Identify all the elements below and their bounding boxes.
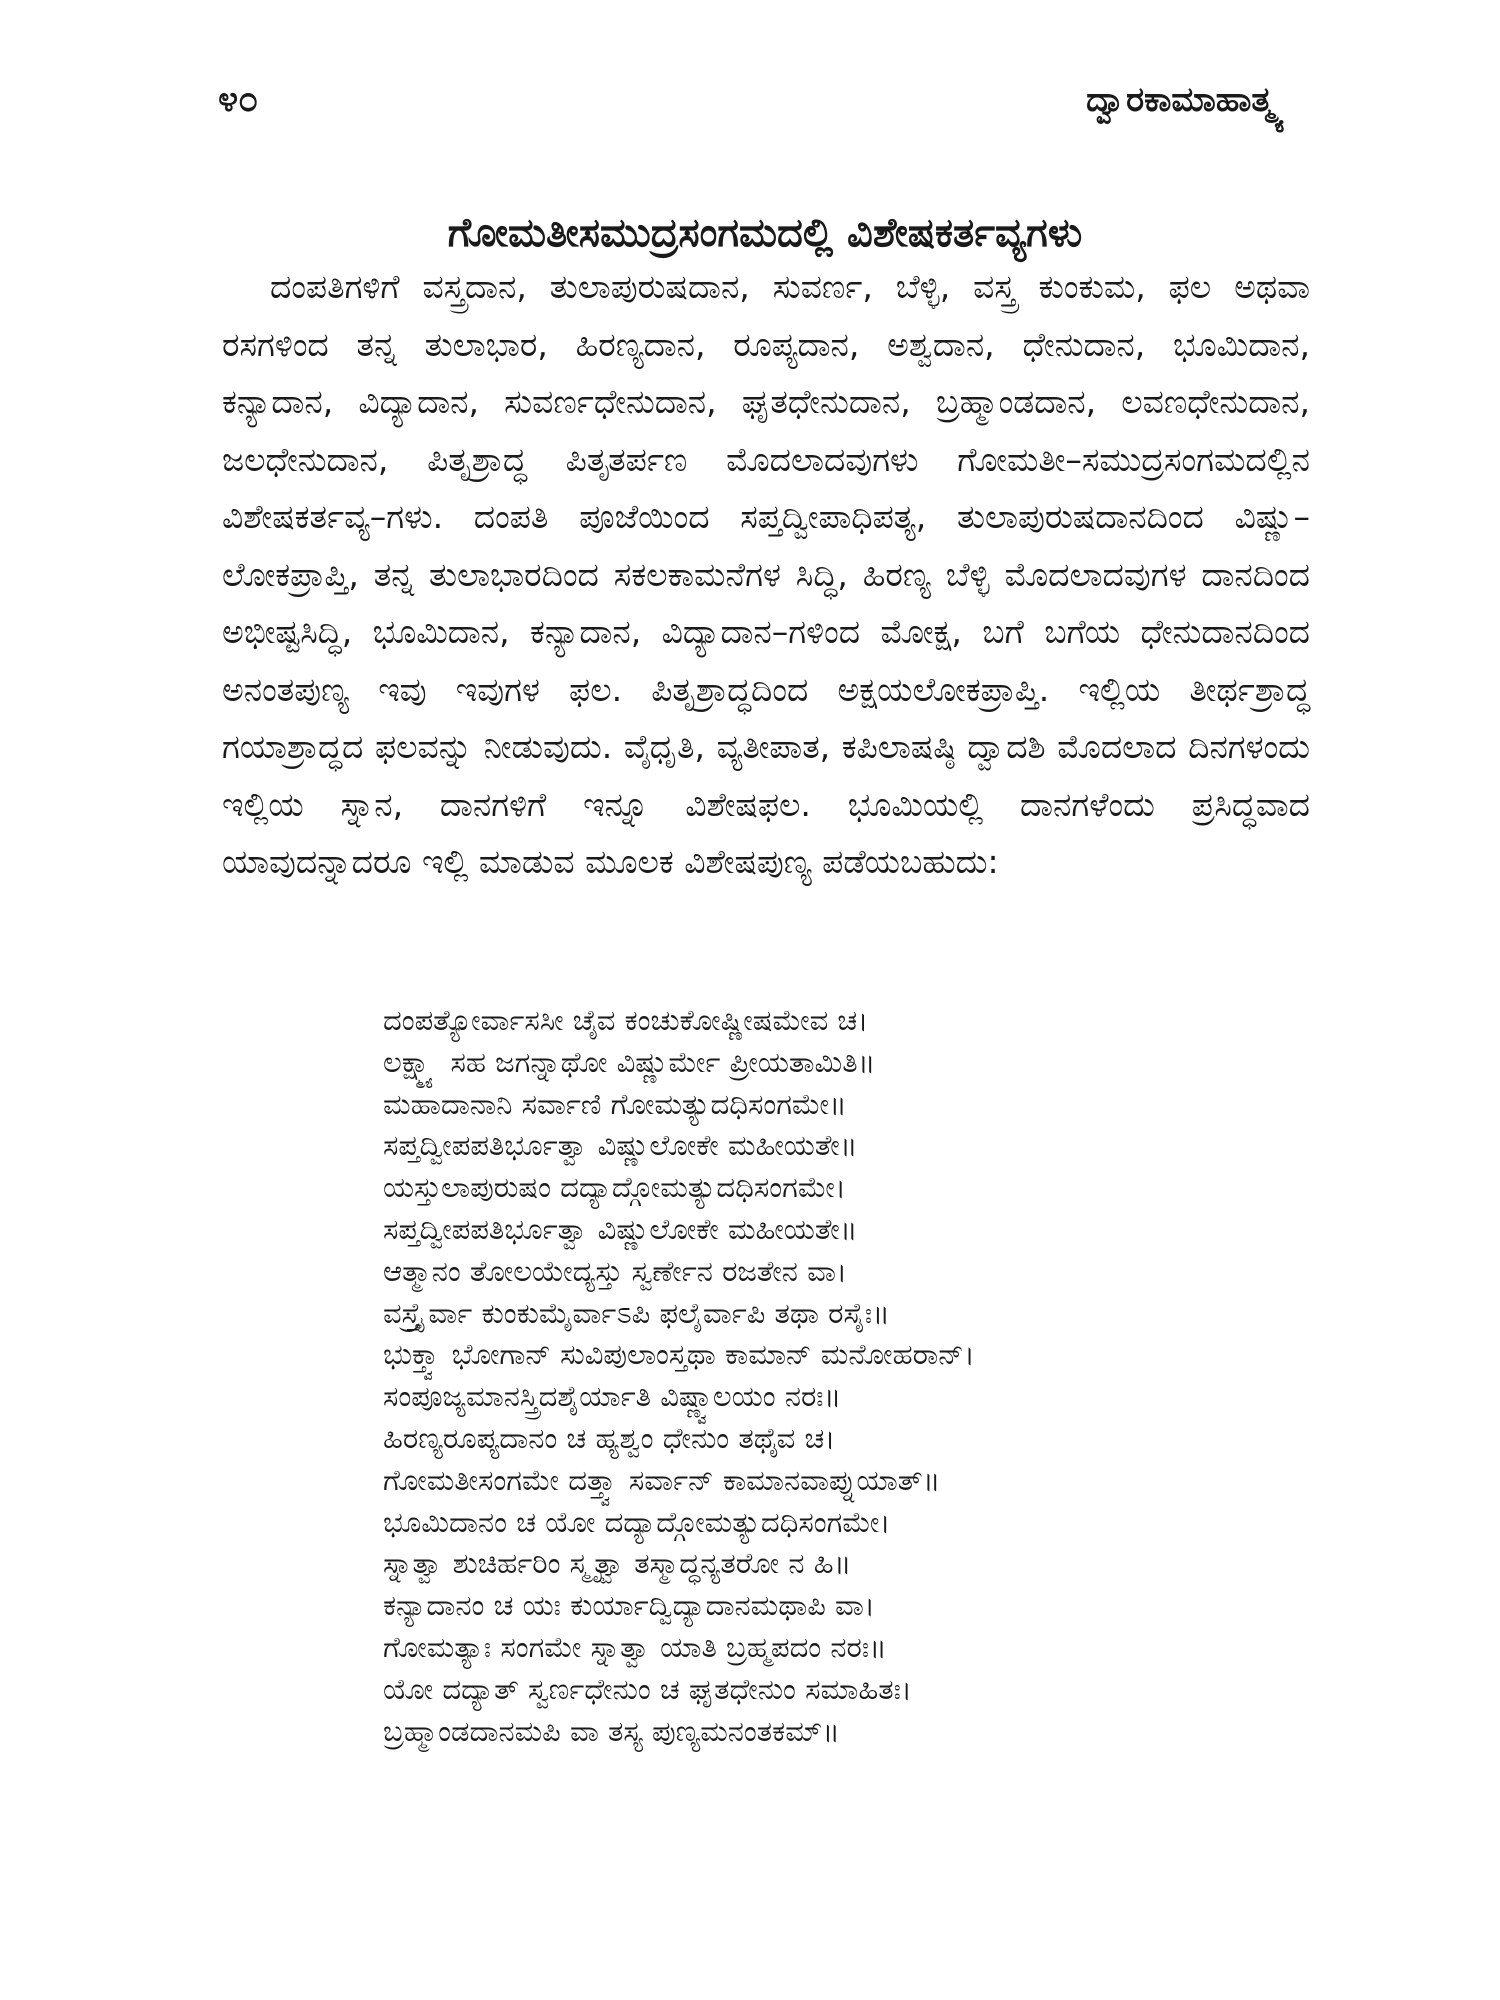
body-paragraph: ದಂಪತಿಗಳಿಗೆ ವಸ್ತ್ರದಾನ, ತುಲಾಪುರುಷದಾನ, ಸುವರ್ಣ, ಬೆಳ್ಳಿ, ವಸ್ತ್ರ ಕುಂಕುಮ, ಫಲ ಅಥವಾ ರಸಗಳಿಂದ ತನ್ನ ತುಲಾಭಾರ, ಹಿರಣ್ಯದಾನ, ರೂಪ್ಯದಾನ, ಅಶ್ವದಾನ, ಧೇನುದಾನ, ಭೂಮಿದಾನ, ಕನ್ಯಾದಾನ, ವಿದ್ಯಾದಾನ, ಸುವರ್ಣಧೇನುದಾನ, ಘೃತಧೇನುದಾನ, ಬ್ರಹ್ಮಾಂಡದಾನ, ಲವಣಧೇನುದಾನ, ಜಲಧೇನುದಾನ, ಪಿತೃಶ್ರಾದ್ಧ ಪಿತೃತರ್ಪಣ ಮೊದಲಾದವುಗಳು ಗೋಮತೀ–ಸಮುದ್ರಸಂಗಮದಲ್ಲಿನ ವಿಶೇಷಕರ್ತವ್ಯ–ಗಳು. ದಂಪತಿ ಪೂಜೆಯಿಂದ ಸಪ್ತದ್ವೀಪಾಧಿಪತ್ಯ, ತುಲಾಪುರುಷದಾನದಿಂದ ವಿಷ್ಣು–ಲೋಕಪ್ರಾಪ್ತಿ, ತನ್ನ ತುಲಾಭಾರದಿಂದ ಸಕಲಕಾಮನೆಗಳ ಸಿದ್ಧಿ, ಹಿರಣ್ಯ ಬೆಳ್ಳಿ ಮೊದಲಾದವುಗಳ ದಾನದಿಂದ ಅಭೀಷ್ಟಸಿದ್ಧಿ, ಭೂಮಿದಾನ, ಕನ್ಯಾದಾನ, ವಿದ್ಯಾದಾನ–ಗಳಿಂದ ಮೋಕ್ಷ, ಬಗೆ ಬಗೆಯ ಧೇನುದಾನದಿಂದ ಅನಂತಪುಣ್ಯ ಇವು ಇವುಗಳ ಫಲ. ಪಿತೃಶ್ರಾದ್ಧದಿಂದ ಅಕ್ಷಯಲೋಕಪ್ರಾಪ್ತಿ. ಇಲ್ಲಿಯ ತೀರ್ಥಶ್ರಾದ್ಧ ಗಯಾಶ್ರಾದ್ಧದ ಫಲವನ್ನು ನೀಡುವುದು. ವೈಧೃತಿ, ವ್ಯತೀಪಾತ, ಕಪಿಲಾಷಷ್ಠಿ ದ್ವಾದಶಿ ಮೊದಲಾದ ದಿನಗಳಂದು ಇಲ್ಲಿಯ ಸ್ನಾನ, ದಾನಗಳಿಗೆ ಇನ್ನೂ ವಿಶೇಷಫಲ. ಭೂಮಿಯಲ್ಲಿ ದಾನಗಳೆಂದು ಪ್ರಸಿದ್ಧವಾದ ಯಾವುದನ್ನಾದರೂ ಇಲ್ಲಿ ಮಾಡುವ ಮೂಲಕ ವಿಶೇಷಪುಣ್ಯ ಪಡೆಯಬಹುದು: <box>222 267 1310 881</box>
verse-line: ಬ್ರಹ್ಮಾಂಡದಾನಮಪಿ ವಾ ತಸ್ಯ ಪುಣ್ಯಮನಂತಕಮ್॥ <box>383 1713 840 1748</box>
verse-line: ಭೂಮಿದಾನಂ ಚ ಯೋ ದದ್ಯಾದ್ಗೋಮತ್ಯುದಧಿಸಂಗಮೇ। <box>383 1504 891 1539</box>
verse-line: ಸ್ನಾತ್ವಾ ಶುಚಿರ್ಹರಿಂ ಸ್ಮೃತ್ವಾ ತಸ್ಮಾದ್ಧನ್ಯತರೋ ನ ಹಿ॥ <box>383 1546 852 1581</box>
verse-line: ಗೋಮತೀಸಂಗಮೇ ದತ್ತ್ವಾ ಸರ್ವಾನ್ ಕಾಮಾನವಾಪ್ನುಯಾತ್॥ <box>383 1462 941 1497</box>
verse-line: ಲಕ್ಷ್ಮ್ಯಾ ಸಹ ಜಗನ್ನಾಥೋ ವಿಷ್ಣುರ್ಮೇ ಪ್ರೀಯತಾಮಿತಿ॥ <box>383 1044 876 1079</box>
running-title: ದ್ವಾರಕಾಮಾಹಾತ್ಮ್ಯ <box>1086 80 1280 120</box>
section-heading: ಗೋಮತೀಸಮುದ್ರಸಂಗಮದಲ್ಲಿ ವಿಶೇಷಕರ್ತವ್ಯಗಳು <box>447 209 1083 256</box>
verse-line: ಸಂಪೂಜ್ಯಮಾನಸ್ತ್ರಿದಶೈರ್ಯಾತಿ ವಿಷ್ಣ್ವಾಲಯಂ ನರಃ॥ <box>383 1379 842 1414</box>
verse-line: ದಂಪತ್ಯೋರ್ವಾಸಸೀ ಚೈವ ಕಂಚುಕೋಷ್ಣೀಷಮೇವ ಚ। <box>383 1003 869 1037</box>
verse-line: ಮಹಾದಾನಾನಿ ಸರ್ವಾಣಿ ಗೋಮತ್ಯುದಧಿಸಂಗಮೇ॥ <box>383 1086 847 1121</box>
verse-line: ಕನ್ಯಾದಾನಂ ಚ ಯಃ ಕುರ್ಯಾದ್ವಿದ್ಯಾದಾನಮಥಾಪಿ ವಾ। <box>383 1588 875 1623</box>
page-number: ೪೦ <box>218 79 259 120</box>
verse-line: ಸಪ್ತದ್ವೀಪಪತಿರ್ಭೂತ್ವಾ ವಿಷ್ಣುಲೋಕೇ ಮಹೀಯತೇ॥ <box>383 1128 858 1163</box>
verse-line: ವಸ್ತ್ರೈರ್ವಾ ಕುಂಕುಮೈರ್ವಾಽಪಿ ಫಲೈರ್ವಾಪಿ ತಥಾ ರಸೈಃ॥ <box>383 1295 890 1330</box>
verse-line: ಭುಕ್ತ್ವಾ ಭೋಗಾನ್ ಸುವಿಪುಲಾಂಸ್ತಥಾ ಕಾಮಾನ್ ಮನೋಹರಾನ್। <box>383 1337 975 1372</box>
verse-line: ಯಸ್ತುಲಾಪುರುಷಂ ದದ್ಯಾದ್ಗೋಮತ್ಯುದಧಿಸಂಗಮೇ। <box>383 1170 846 1205</box>
verse-line: ಹಿರಣ್ಯರೂಪ್ಯದಾನಂ ಚ ಹ್ಯಶ್ವಂ ಧೇನುಂ ತಥೈವ ಚ। <box>383 1420 836 1455</box>
verse-line: ಸಪ್ತದ್ವೀಪಪತಿರ್ಭೂತ್ವಾ ವಿಷ್ಣುಲೋಕೇ ಮಹೀಯತೇ॥ <box>383 1211 858 1246</box>
verse-line: ಆತ್ಮಾನಂ ತೋಲಯೇದ್ಯಸ್ತು ಸ್ವರ್ಣೇನ ರಜತೇನ ವಾ। <box>383 1253 848 1288</box>
verse-line: ಗೋಮತ್ಯಾಃ ಸಂಗಮೇ ಸ್ನಾತ್ವಾ ಯಾತಿ ಬ್ರಹ್ಮಪದಂ ನರಃ॥ <box>383 1629 887 1664</box>
verse-list <box>383 1000 1283 1752</box>
verse-line: ಯೋ ದದ್ಯಾತ್ ಸ್ವರ್ಣಧೇನುಂ ಚ ಘೃತಧೇನುಂ ಸಮಾಹಿತಃ। <box>383 1671 912 1706</box>
